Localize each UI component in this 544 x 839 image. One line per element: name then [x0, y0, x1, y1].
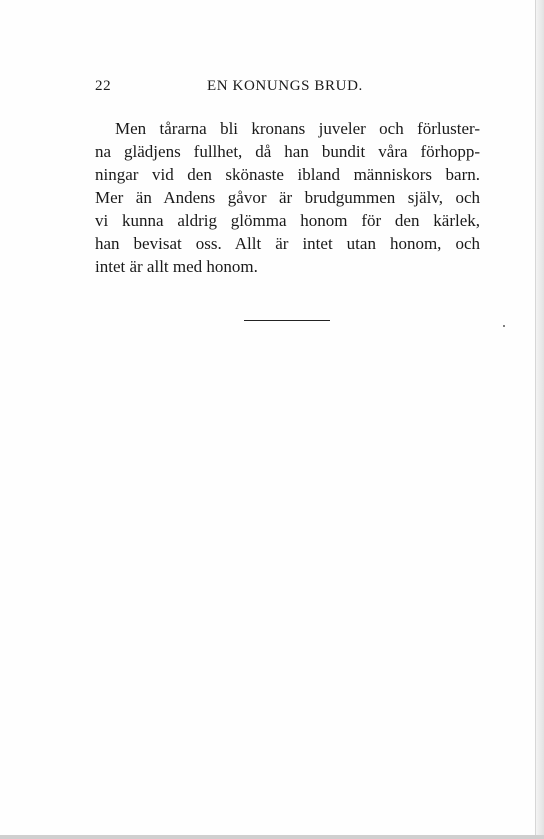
page-number: 22	[95, 78, 112, 94]
running-title: EN KONUNGS BRUD.	[207, 78, 363, 94]
body-paragraph	[95, 117, 480, 278]
text-line: na glädjens fullhet, då han bundit våra förhopp-	[95, 142, 480, 161]
text-line: vi kunna aldrig glömma honom för den kärlek,	[95, 211, 480, 230]
page-bottom-edge	[0, 835, 544, 839]
section-divider-rule	[244, 320, 330, 321]
text-line: Men tårarna bli kronans juveler och förluster-	[115, 119, 480, 138]
text-line-last: intet är allt med honom.	[95, 257, 258, 276]
running-head	[95, 78, 480, 100]
text-line: ningar vid den skönaste ibland människors barn.	[95, 165, 480, 184]
text-line: han bevisat oss. Allt är intet utan honom, och	[95, 234, 480, 253]
print-speck	[503, 325, 505, 327]
page-edge-shadow	[535, 0, 544, 839]
text-line: Mer än Andens gåvor är brudgummen själv, och	[95, 188, 480, 207]
